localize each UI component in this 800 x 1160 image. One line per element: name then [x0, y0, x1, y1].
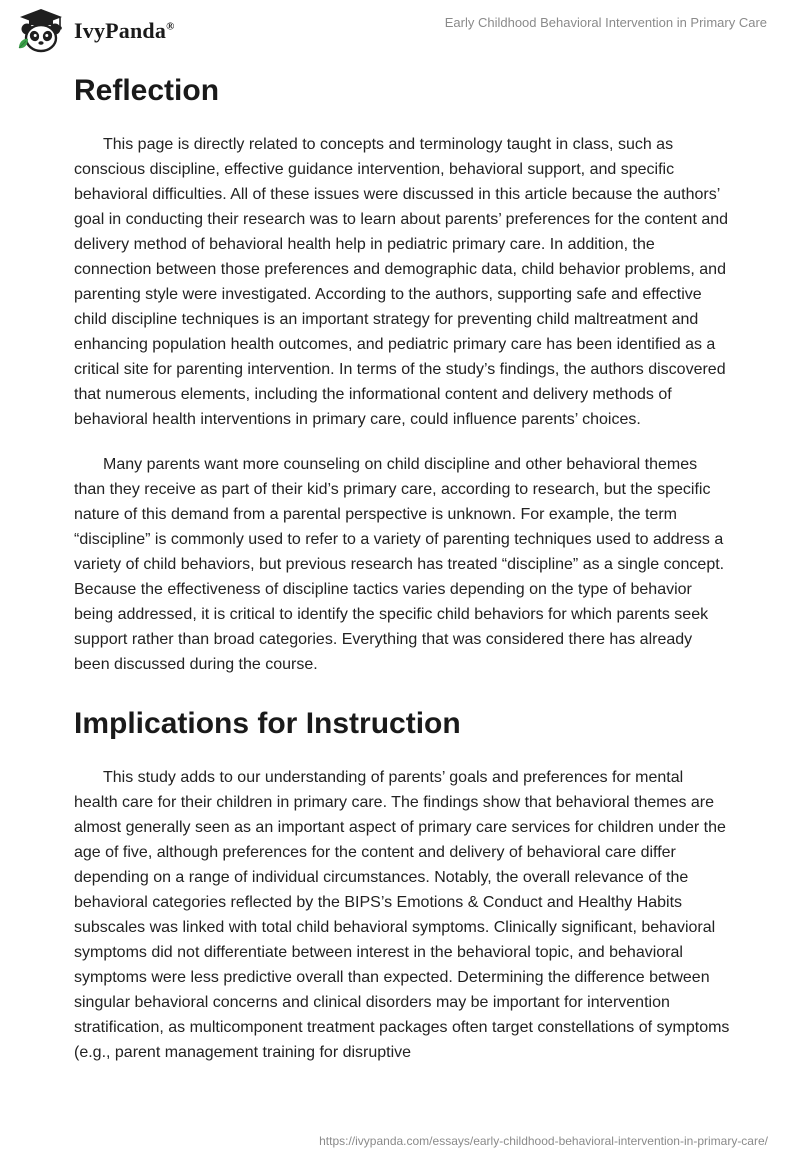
section-heading-reflection: Reflection [74, 74, 220, 107]
document-title: Early Childhood Behavioral Intervention in Primary Care [444, 15, 767, 30]
section-heading-implications: Implications for Instruction [74, 707, 461, 740]
ivypanda-logo[interactable] [16, 8, 175, 54]
source-url-link[interactable]: https://ivypanda.com/essays/early-childhood-behavioral-intervention-in-primary-care/ [319, 1134, 768, 1148]
panda-graduate-icon [16, 8, 66, 54]
paragraph: This study adds to our understanding of parents’ goals and preferences for mental health care for their children in primary care. The findings show that behavioral themes are almost generally seen as an important aspect of primary care services for children under the age of five, although preferences for the content and delivery of behavioral care differ depending on a range of individual circumstances. Notably, the overall relevance of the behavioral categories reflected by the BIPS’s Emotions & Conduct and Healthy Habits subscales was linked with total child behavioral symptoms. Clinically significant, behavioral symptoms did not differentiate between interest in the behavioral topic, and behavioral symptoms were less predictive overall than expected. Determining the difference between singular behavioral concerns and clinical disorders may be important for intervention stratification, as multicomponent treatment packages often target constellations of symptoms (e.g., parent management training for disruptive [74, 769, 730, 1061]
registered-mark: ® [166, 20, 175, 33]
essay-content [74, 71, 730, 1065]
paragraph: This page is directly related to concepts and terminology taught in class, such as conscious discipline, effective guidance intervention, behavioral support, and specific behavioral difficulties. All of these issues were discussed in this article because the authors’ goal in conducting their research was to learn about parents’ preferences for the content and delivery method of behavioral health help in pediatric primary care. In addition, the connection between those preferences and demographic data, child behavior problems, and parenting style were investigated. According to the authors, supporting safe and effective child discipline techniques is an important strategy for preventing child maltreatment and enhancing population health outcomes, and pediatric primary care has been identified as a critical site for parenting intervention. In terms of the study’s findings, the authors discovered that numerous elements, including the informational content and delivery methods of behavioral health interventions in primary care, could influence parents’ choices. [74, 136, 729, 428]
page-header [0, 0, 800, 60]
brand-name: IvyPanda® [74, 18, 175, 43]
paragraph: Many parents want more counseling on child discipline and other behavioral themes than they receive as part of their kid’s primary care, according to research, but the specific nature of this demand from a parental perspective is unknown. For example, the term “discipline” is commonly used to refer to a variety of parenting techniques used to address a variety of child behaviors, but previous research has treated “discipline” as a single concept. Because the effectiveness of discipline tactics varies depending on the type of behavior being addressed, it is critical to identify the specific child behaviors for which parents seek support rather than broad categories. Everything that was considered there has already been discussed during the course. [74, 456, 725, 673]
